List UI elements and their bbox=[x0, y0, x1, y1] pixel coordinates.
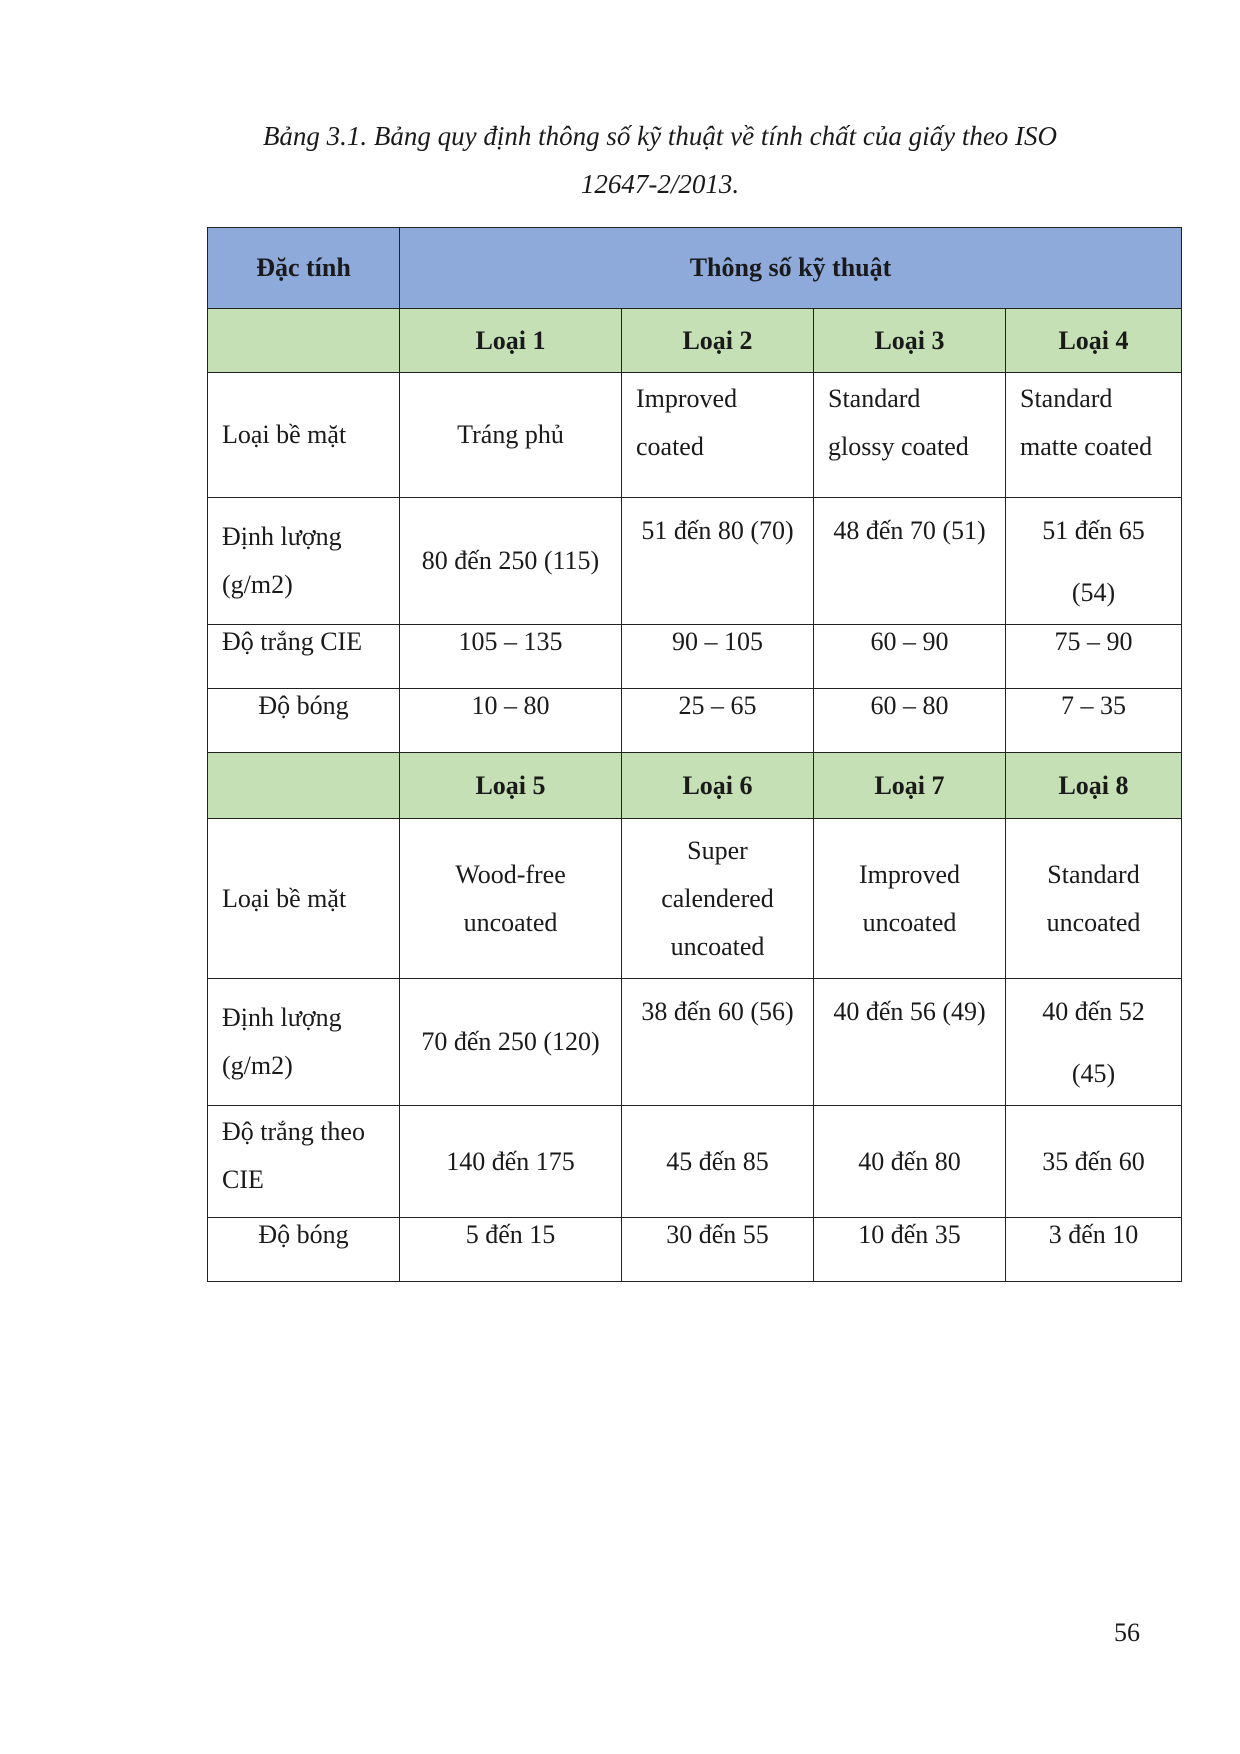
table-cell: 45 đến 85 bbox=[622, 1106, 814, 1218]
table-cell: Standard matte coated bbox=[1006, 373, 1182, 498]
table-row bbox=[208, 1218, 1182, 1282]
table-cell: Standard glossy coated bbox=[814, 373, 1006, 498]
type-row-2 bbox=[208, 753, 1182, 819]
table-cell: 105 – 135 bbox=[400, 625, 622, 689]
type-label: Loại 5 bbox=[400, 753, 622, 819]
type-row-1 bbox=[208, 309, 1182, 373]
table-row bbox=[208, 498, 1182, 625]
page-number: 56 bbox=[1114, 1618, 1140, 1647]
type-row-blank bbox=[208, 309, 400, 373]
table-cell: 38 đến 60 (56) bbox=[622, 979, 814, 1106]
table-caption bbox=[180, 112, 1140, 208]
header-row bbox=[208, 228, 1182, 309]
table-row bbox=[208, 373, 1182, 498]
row-label: Độ bóng bbox=[208, 1218, 400, 1282]
table-cell: 40 đến 56 (49) bbox=[814, 979, 1006, 1106]
row-label: Định lượng (g/m2) bbox=[208, 979, 400, 1106]
table-cell: 10 – 80 bbox=[400, 689, 622, 753]
table-cell: Tráng phủ bbox=[400, 373, 622, 498]
table-cell: 25 – 65 bbox=[622, 689, 814, 753]
table-cell: Improved uncoated bbox=[814, 819, 1006, 979]
table-cell: 80 đến 250 (115) bbox=[400, 498, 622, 625]
table-cell: 40 đến 52 (45) bbox=[1006, 979, 1182, 1106]
row-label: Loại bề mặt bbox=[208, 373, 400, 498]
table-cell: 3 đến 10 bbox=[1006, 1218, 1182, 1282]
table-cell: 40 đến 80 bbox=[814, 1106, 1006, 1218]
row-label: Độ bóng bbox=[208, 689, 400, 753]
type-label: Loại 8 bbox=[1006, 753, 1182, 819]
header-feature: Đặc tính bbox=[208, 228, 400, 309]
row-label: Loại bề mặt bbox=[208, 819, 400, 979]
table-cell: 60 – 90 bbox=[814, 625, 1006, 689]
table-cell: Standard uncoated bbox=[1006, 819, 1182, 979]
table-row bbox=[208, 689, 1182, 753]
table-cell: 90 – 105 bbox=[622, 625, 814, 689]
table-cell: 70 đến 250 (120) bbox=[400, 979, 622, 1106]
paper-spec-table bbox=[207, 227, 1182, 1282]
table-cell: 7 – 35 bbox=[1006, 689, 1182, 753]
row-label: Độ trắng CIE bbox=[208, 625, 400, 689]
table-row bbox=[208, 819, 1182, 979]
table-cell: Improved coated bbox=[622, 373, 814, 498]
table-row bbox=[208, 979, 1182, 1106]
table-cell: 51 đến 65 (54) bbox=[1006, 498, 1182, 625]
table-cell: 51 đến 80 (70) bbox=[622, 498, 814, 625]
table-cell: 75 – 90 bbox=[1006, 625, 1182, 689]
table-cell: 30 đến 55 bbox=[622, 1218, 814, 1282]
type-label: Loại 3 bbox=[814, 309, 1006, 373]
header-spec: Thông số kỹ thuật bbox=[400, 228, 1182, 309]
table-row bbox=[208, 625, 1182, 689]
type-row-blank bbox=[208, 753, 400, 819]
type-label: Loại 2 bbox=[622, 309, 814, 373]
table-cell: 60 – 80 bbox=[814, 689, 1006, 753]
caption-line-1: Bảng 3.1. Bảng quy định thông số kỹ thuật về tính chất của giấy theo ISO bbox=[262, 121, 1058, 151]
table-cell: Super calendered uncoated bbox=[622, 819, 814, 979]
table-cell: Wood-free uncoated bbox=[400, 819, 622, 979]
type-label: Loại 6 bbox=[622, 753, 814, 819]
table-cell: 35 đến 60 bbox=[1006, 1106, 1182, 1218]
table-row bbox=[208, 1106, 1182, 1218]
caption-line-2: 12647-2/2013. bbox=[580, 169, 740, 199]
type-label: Loại 4 bbox=[1006, 309, 1182, 373]
table-cell: 10 đến 35 bbox=[814, 1218, 1006, 1282]
type-label: Loại 1 bbox=[400, 309, 622, 373]
row-label: Độ trắng theo CIE bbox=[208, 1106, 400, 1218]
table-cell: 48 đến 70 (51) bbox=[814, 498, 1006, 625]
table-cell: 5 đến 15 bbox=[400, 1218, 622, 1282]
row-label: Định lượng (g/m2) bbox=[208, 498, 400, 625]
type-label: Loại 7 bbox=[814, 753, 1006, 819]
table-cell: 140 đến 175 bbox=[400, 1106, 622, 1218]
